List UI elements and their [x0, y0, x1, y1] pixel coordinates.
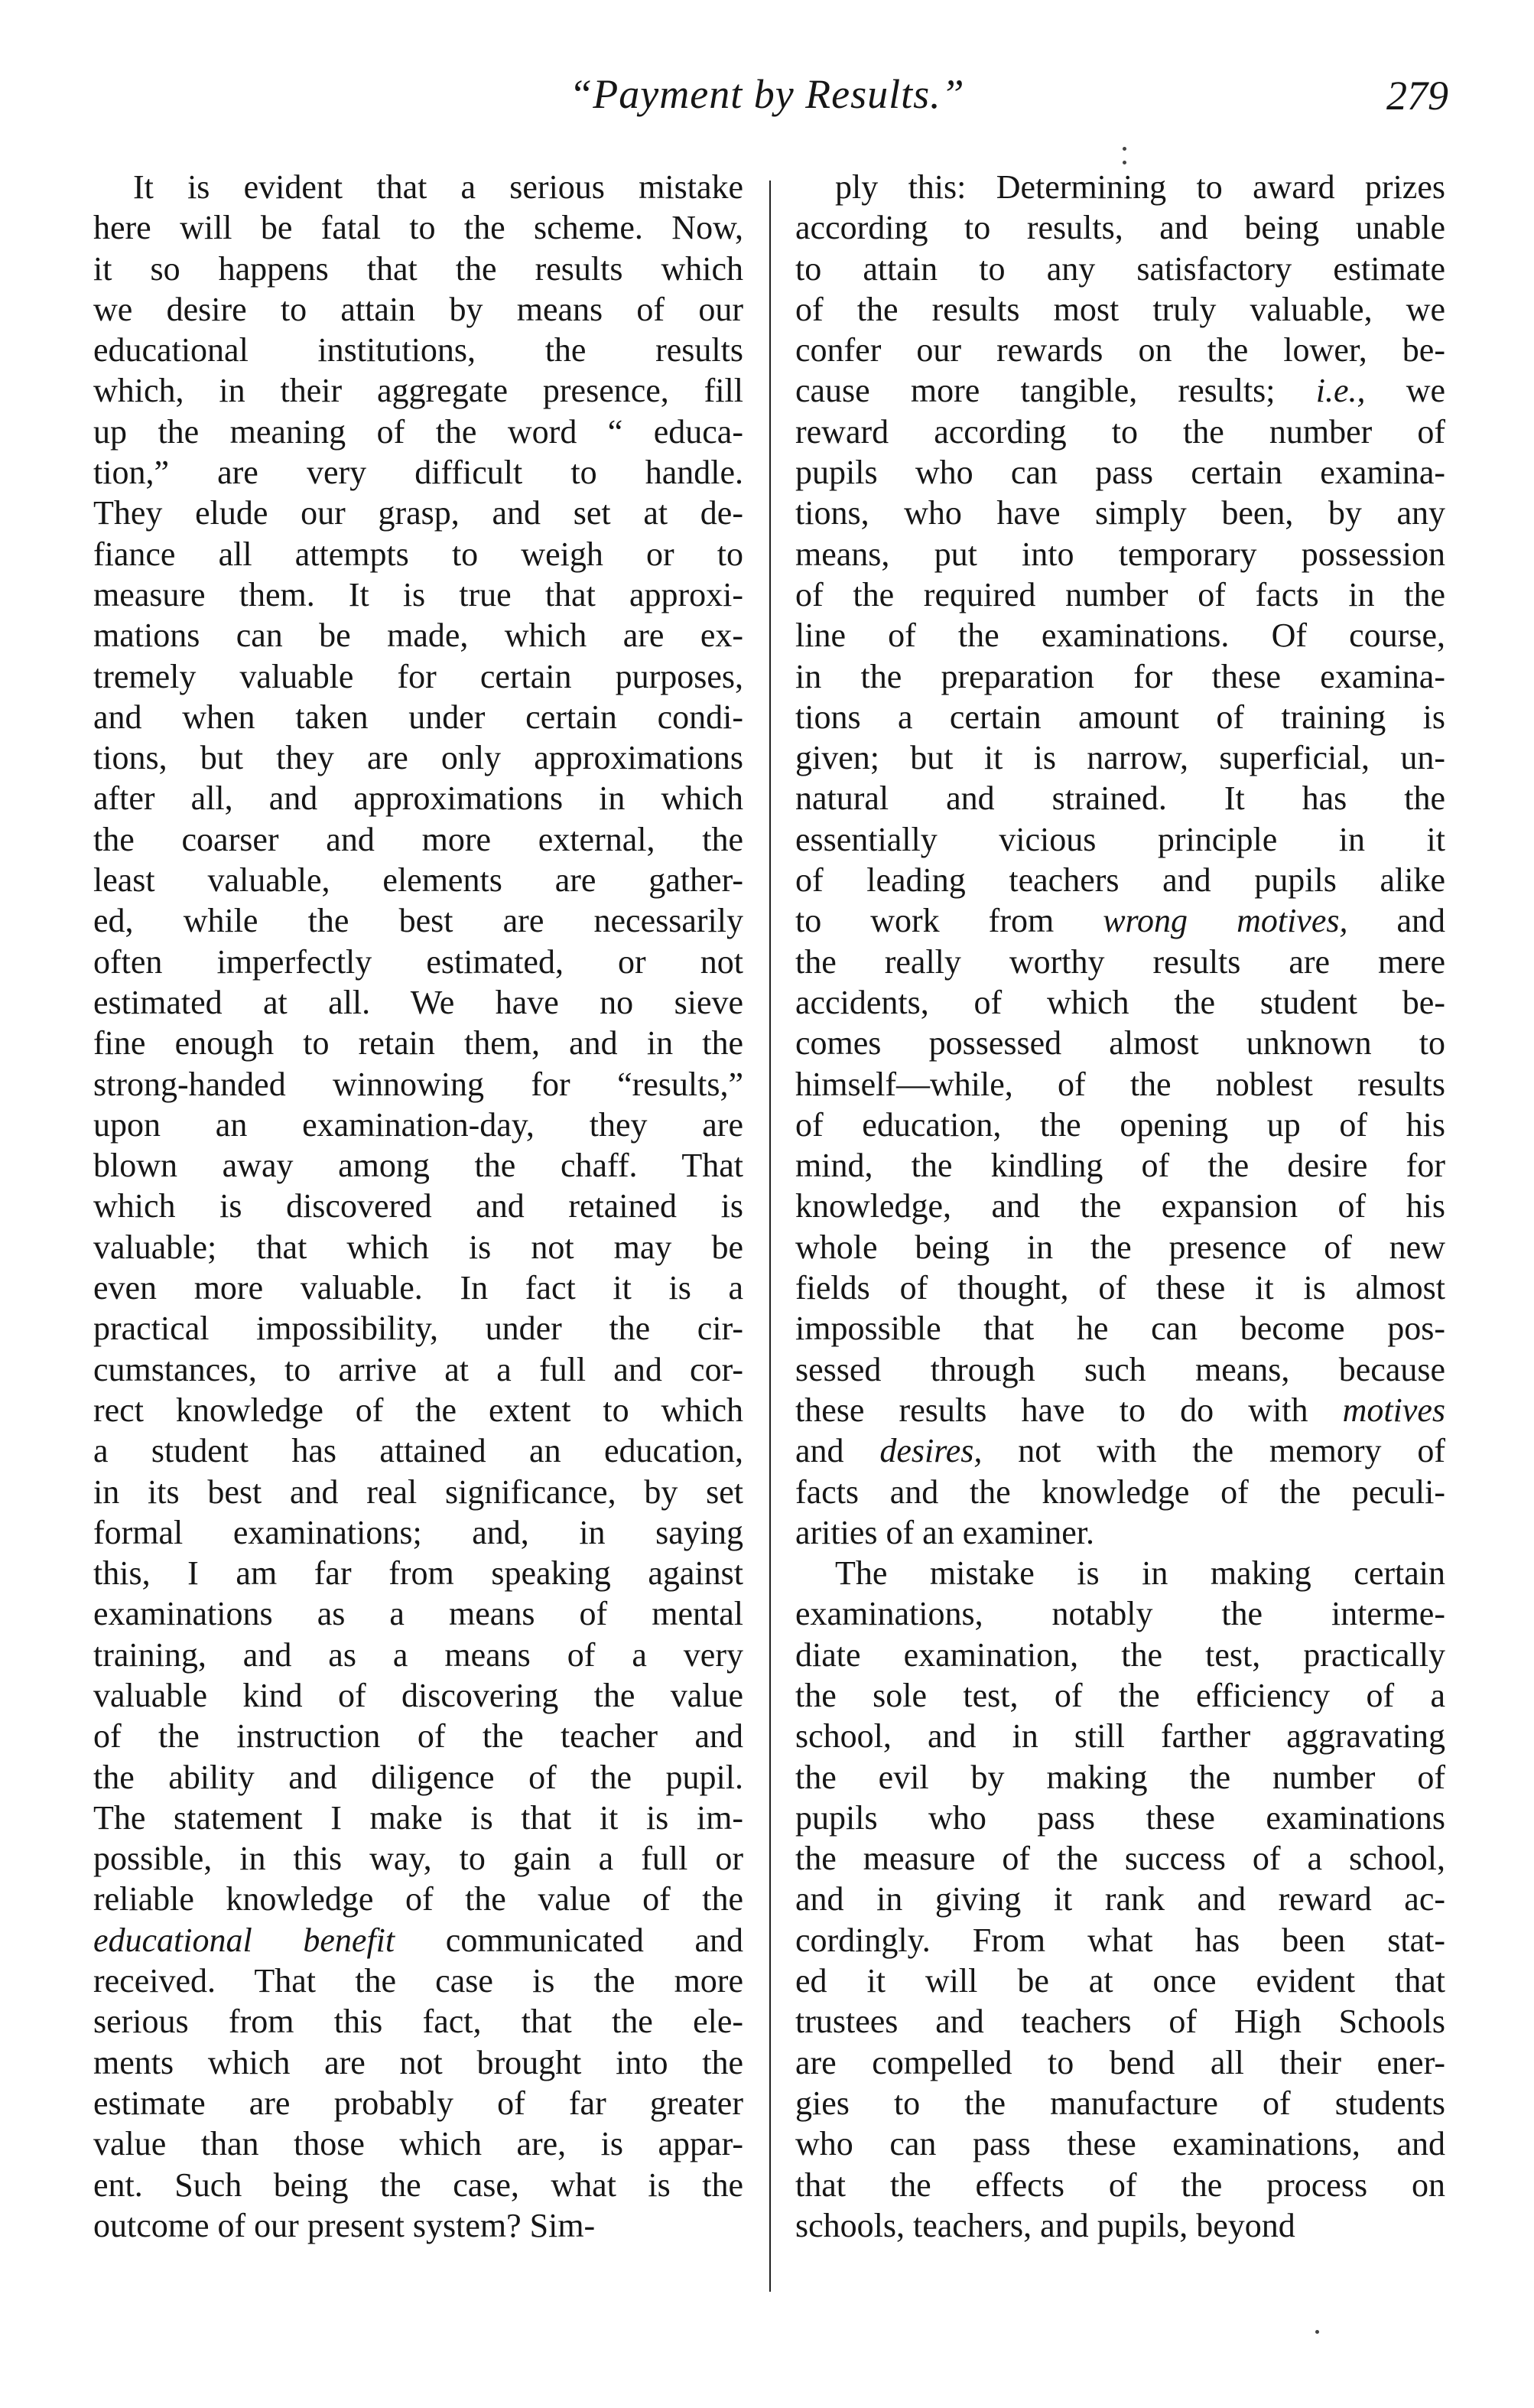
text-line: arities of an examiner.: [795, 1513, 1094, 1551]
paragraph: [795, 167, 1445, 1553]
text-line: given; but it is narrow, superficial, un-: [795, 739, 1445, 777]
text-line: pupils who pass these examinations: [795, 1798, 1445, 1837]
text-line: value than those which are, is appar-: [93, 2125, 743, 2163]
text-line: ments which are not brought into the: [93, 2043, 743, 2081]
text-line: of the required number of facts in the: [795, 575, 1445, 613]
text-line: tions a certain amount of training is: [795, 698, 1445, 736]
text-line: the sole test, of the efficiency of a: [795, 1676, 1445, 1714]
text-line: tions, but they are only approximations: [93, 739, 743, 777]
column-divider: [769, 181, 771, 2292]
text-line: this, I am far from speaking against: [93, 1554, 743, 1593]
text-line: training, and as a means of a very: [93, 1635, 743, 1674]
text-line: to attain to any satisfactory estimate: [795, 249, 1445, 288]
text-line: It is evident that a serious mistake: [133, 168, 743, 206]
text-line: gies to the manufacture of students: [795, 2084, 1445, 2122]
text-line: confer our rewards on the lower, be-: [795, 331, 1445, 369]
text-line: even more valuable. In fact it is a: [93, 1269, 743, 1307]
text-line: who can pass these examinations, and: [795, 2125, 1445, 2163]
text-line: sessed through such means, because: [795, 1350, 1445, 1388]
text-line: up the meaning of the word “ educa-: [93, 412, 743, 451]
text-line: accidents, of which the student be-: [795, 983, 1445, 1021]
text-line: that the effects of the process on: [795, 2166, 1445, 2204]
text-line: of the instruction of the teacher and: [93, 1717, 743, 1756]
text-line: line of the examinations. Of course,: [795, 617, 1445, 655]
text-line: educational institutions, the results: [93, 331, 743, 369]
text-line: to work from wrong motives, and: [795, 902, 1446, 940]
text-line: The statement I make is that it is im-: [93, 1798, 743, 1837]
text-line: valuable; that which is not may be: [93, 1228, 743, 1266]
text-line: ed it will be at once evident that: [795, 1962, 1445, 2000]
paragraph: [93, 167, 743, 2246]
text-line: ed, while the best are necessarily: [93, 902, 743, 940]
text-line: measure them. It is true that approxi-: [93, 575, 743, 613]
text-line: outcome of our present system? Sim-: [93, 2206, 596, 2244]
text-line: and when taken under certain condi-: [93, 698, 743, 736]
text-line: here will be fatal to the scheme. Now,: [93, 209, 743, 247]
text-line: of the results most truly valuable, we: [795, 290, 1445, 328]
text-line: often imperfectly estimated, or not: [93, 942, 743, 981]
text-line: these results have to do with motives: [795, 1391, 1445, 1429]
text-line: whole being in the presence of new: [795, 1228, 1445, 1266]
text-line: facts and the knowledge of the peculi-: [795, 1472, 1445, 1511]
text-line: the evil by making the number of: [795, 1758, 1445, 1796]
text-line: educational benefit communicated and: [93, 1921, 744, 1959]
text-line: reliable knowledge of the value of the: [93, 1880, 743, 1918]
text-line: of education, the opening up of his: [795, 1105, 1445, 1144]
text-line: the coarser and more external, the: [93, 820, 743, 858]
text-line: it so happens that the results which: [93, 249, 743, 288]
print-speck: [1123, 147, 1126, 151]
text-line: school, and in still farther aggravating: [795, 1717, 1445, 1756]
text-line: himself—while, of the noblest results: [795, 1065, 1445, 1103]
text-line: which, in their aggregate presence, fill: [93, 372, 743, 410]
text-line: They elude our grasp, and set at de-: [93, 494, 743, 532]
text-line: in its best and real significance, by set: [93, 1472, 743, 1511]
text-line: upon an examination-day, they are: [93, 1105, 743, 1144]
page-number: 279: [1386, 73, 1448, 119]
text-line: mations can be made, which are ex-: [93, 617, 743, 655]
text-line: according to results, and being unable: [795, 209, 1445, 247]
text-line: comes possessed almost unknown to: [795, 1024, 1445, 1062]
text-line: reward according to the number of: [795, 412, 1445, 451]
text-line: least valuable, elements are gather-: [93, 861, 743, 900]
text-line: diate examination, the test, practically: [795, 1635, 1445, 1674]
text-line: cordingly. From what has been stat-: [795, 1921, 1445, 1959]
text-line: cause more tangible, results; i.e., we: [795, 372, 1445, 410]
text-line: mind, the kindling of the desire for: [795, 1147, 1445, 1185]
text-line: and desires, not with the memory of: [795, 1432, 1445, 1470]
text-line: pupils who can pass certain examina-: [795, 454, 1445, 492]
text-line: examinations as a means of mental: [93, 1595, 743, 1633]
text-line: which is discovered and retained is: [93, 1187, 743, 1225]
text-line: blown away among the chaff. That: [93, 1147, 743, 1185]
text-line: fields of thought, of these it is almost: [795, 1269, 1445, 1307]
running-title: “Payment by Results.”: [569, 71, 965, 117]
text-line: of leading teachers and pupils alike: [795, 861, 1445, 900]
text-line: the ability and diligence of the pupil.: [93, 1758, 743, 1796]
text-line: cumstances, to arrive at a full and cor-: [93, 1350, 743, 1388]
text-line: essentially vicious principle in it: [795, 820, 1445, 858]
text-line: The mistake is in making certain: [835, 1554, 1445, 1593]
text-line: estimate are probably of far greater: [93, 2084, 743, 2122]
text-line: fiance all attempts to weigh or to: [93, 535, 743, 573]
text-line: strong-handed winnowing for “results,”: [93, 1065, 743, 1103]
text-line: tion,” are very difficult to handle.: [93, 454, 743, 492]
text-line: possible, in this way, to gain a full or: [93, 1840, 743, 1878]
text-line: natural and strained. It has the: [795, 779, 1445, 818]
text-line: knowledge, and the expansion of his: [795, 1187, 1445, 1225]
text-line: examinations, notably the interme-: [795, 1595, 1445, 1633]
text-line: means, put into temporary possession: [795, 535, 1445, 573]
text-line: ply this: Determining to award prizes: [835, 168, 1445, 206]
text-line: the measure of the success of a school,: [795, 1840, 1445, 1878]
text-line: the really worthy results are mere: [795, 942, 1445, 981]
text-line: tions, who have simply been, by any: [795, 494, 1445, 532]
text-line: received. That the case is the more: [93, 1962, 743, 2000]
text-line: after all, and approximations in which: [93, 779, 743, 818]
text-line: trustees and teachers of High Schools: [795, 2003, 1445, 2041]
text-line: estimated at all. We have no sieve: [93, 983, 743, 1021]
text-line: tremely valuable for certain purposes,: [93, 657, 743, 695]
text-line: impossible that he can become pos-: [795, 1310, 1445, 1348]
print-speck: [1123, 161, 1126, 164]
text-line: schools, teachers, and pupils, beyond: [795, 2206, 1295, 2244]
text-line: we desire to attain by means of our: [93, 290, 743, 328]
text-line: fine enough to retain them, and in the: [93, 1024, 743, 1062]
text-line: practical impossibility, under the cir-: [93, 1310, 743, 1348]
text-line: a student has attained an education,: [93, 1432, 743, 1470]
text-line: ent. Such being the case, what is the: [93, 2166, 743, 2204]
text-line: formal examinations; and, in saying: [93, 1513, 743, 1551]
text-line: and in giving it rank and reward ac-: [795, 1880, 1445, 1918]
text-line: serious from this fact, that the ele-: [93, 2003, 743, 2041]
right-column: [795, 167, 1445, 2246]
text-line: in the preparation for these examina-: [795, 657, 1445, 695]
text-line: rect knowledge of the extent to which: [93, 1391, 743, 1429]
paragraph: [795, 1553, 1445, 2246]
print-speck: [1315, 2330, 1319, 2334]
left-column: [93, 167, 743, 2246]
text-line: valuable kind of discovering the value: [93, 1676, 743, 1714]
text-line: are compelled to bend all their ener-: [795, 2043, 1445, 2081]
